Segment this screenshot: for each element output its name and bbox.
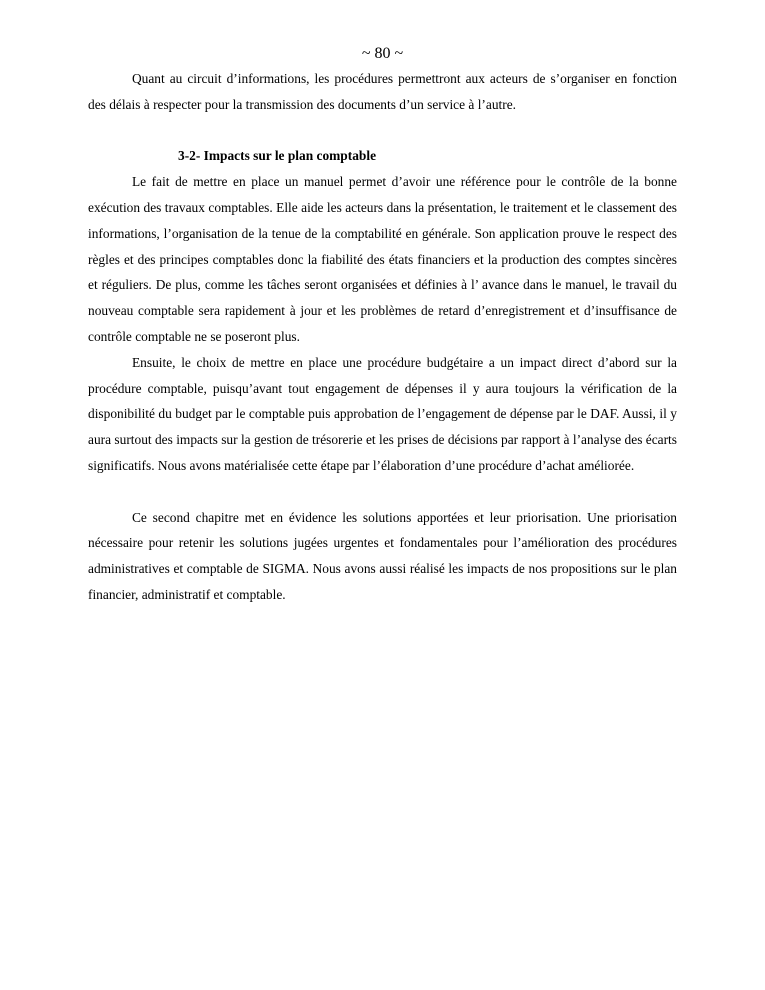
paragraph-manual-impact: Le fait de mettre en place un manuel permet d’avoir une référence pour le contrôle de la bonne exécution des travaux comptables. Elle aide les acteurs dans la présentation, le traitement et le classement des informations, l’organisation de la tenue de la comptabilité en générale. Son application prouve le respect des règles et des principes comptables donc la fiabilité des états financiers et la production des comptes sincères et réguliers. De plus, comme les tâches seront organisées et définies à l’ avance dans le manuel, le travail du nouveau comptable sera rapidement à jour et les problèmes de retard d’enregistrement et d’insuffisance de contrôle comptable ne se poseront plus. [88, 174, 677, 344]
spacer [88, 118, 677, 144]
section-heading: 3-2- Impacts sur le plan comptable [178, 148, 377, 164]
page-content [88, 66, 677, 608]
page-number: ~ 80 ~ [361, 45, 404, 62]
paragraph-budget-procedure: Ensuite, le choix de mettre en place une procédure budgétaire a un impact direct d’abord sur la procédure comptable, puisqu’avant tout engagement de dépenses il y aura toujours la vérification de la disponibilité du budget par le comptable puis approbation de l’engagement de dépense par le DAF. Aussi, il y aura surtout des impacts sur la gestion de trésorerie et les prises de décisions par rapport à l’analyse des écarts significatifs. Nous avons matérialisée cette étape par l’élaboration d’une procédure d’achat améliorée. [88, 354, 677, 473]
paragraph-chapter-conclusion: Ce second chapitre met en évidence les solutions apportées et leur priorisation. Une priorisation nécessaire pour retenir les solutions jugées urgentes et fondamentales pour l’amélioration des procédures administratives et comptable de SIGMA. Nous avons aussi réalisé les impacts de nos propositions sur le plan financier, administratif et comptable. [88, 509, 677, 602]
spacer [88, 479, 677, 505]
paragraph-information-circuit: Quant au circuit d’informations, les procédures permettront aux acteurs de s’organiser en fonction des délais à respecter pour la transmission des documents d’un service à l’autre. [88, 71, 677, 112]
